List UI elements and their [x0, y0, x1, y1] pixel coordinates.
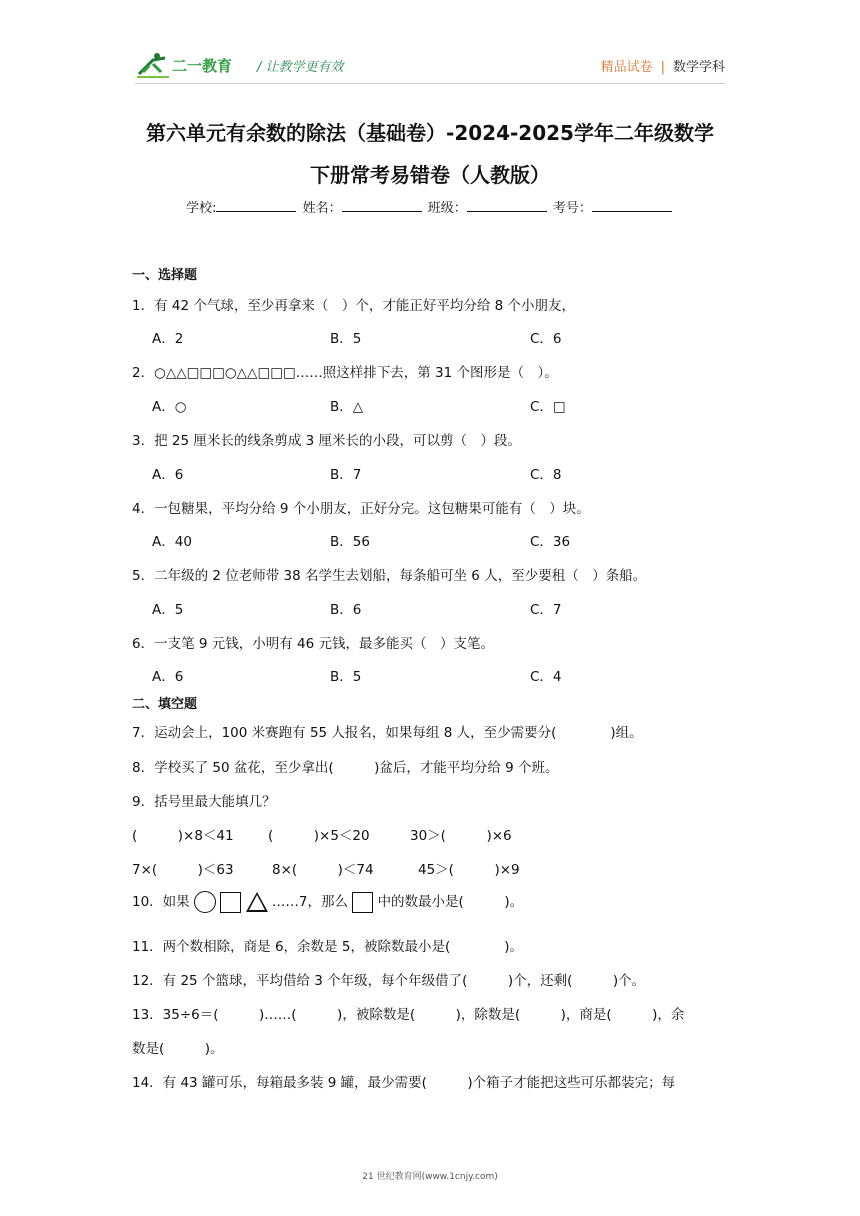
q5-option-c: C．7 [530, 602, 562, 618]
page-footer: 21 世纪教育网(www.1cnjy.com) [362, 1172, 498, 1182]
page-title-line2: 下册常考易错卷（人教版） [310, 163, 550, 187]
name-blank [342, 199, 422, 212]
student-info [0, 197, 860, 216]
header-divider [135, 83, 725, 84]
page-header [135, 50, 725, 80]
q3-option-c: C．8 [530, 467, 562, 483]
slogan: / 让教学更有效 [257, 60, 344, 75]
q6-option-b: B．5 [330, 669, 362, 685]
question-4: 4．一包糖果，平均分给 9 个小朋友，正好分完。这包糖果可能有（ ）块。 [132, 501, 590, 517]
name-label: 姓名： [302, 201, 342, 216]
school-label: 学校: [186, 201, 217, 216]
q10-prefix: 10．如果 [132, 894, 190, 910]
question-5: 5．二年级的 2 位老师带 38 名学生去划船，每条船可坐 6 人，至少要租（ ）条船。 [132, 568, 647, 584]
class-blank [467, 199, 547, 212]
q2-option-c: C．□ [530, 399, 566, 415]
question-14: 14．有 43 罐可乐，每箱最多装 9 罐，最少需要( )个箱子才能把这些可乐都装完；每 [132, 1075, 676, 1091]
q1-option-c: C．6 [530, 331, 562, 347]
page-title-line1: 第六单元有余数的除法（基础卷）-2024-2025学年二年级数学 [146, 121, 714, 145]
q4-option-b: B．56 [330, 534, 370, 550]
q4-option-c: C．36 [530, 534, 571, 550]
q10-middle: ……7，那么 [271, 894, 348, 910]
question-10 [132, 890, 732, 913]
q5-option-a: A．5 [152, 602, 184, 618]
square-shape-icon [220, 892, 241, 913]
circle-shape-icon [194, 891, 216, 913]
section-choice-heading: 一、选择题 [132, 268, 198, 283]
q3-option-a: A．6 [152, 467, 184, 483]
question-9: 9．括号里最大能填几？ [132, 794, 276, 810]
question-12: 12．有 25 个篮球，平均借给 3 个年级，每个年级借了( )个，还剩( )个。 [132, 973, 646, 989]
q2-option-b: B．△ [330, 399, 364, 415]
q9-r2-item3: 45＞( )×9 [418, 862, 520, 878]
tag-separator: | [660, 60, 665, 75]
q10-suffix: 中的数最小是( )。 [377, 894, 524, 910]
number-label: 考号： [552, 201, 592, 216]
q9-r2-item1: 7×( )＜63 [132, 862, 234, 878]
question-11: 11．两个数相除，商是 6，余数是 5，被除数最小是( )。 [132, 939, 523, 955]
q9-r1-item1: ( )×8＜41 [132, 828, 234, 844]
number-blank [592, 199, 672, 212]
triangle-shape-icon [246, 892, 268, 912]
question-7: 7．运动会上，100 米赛跑有 55 人报名，如果每组 8 人，至少需要分( )组。 [132, 725, 643, 741]
q4-option-a: A．40 [152, 534, 192, 550]
question-2: 2．○△△□□□○△△□□□……照这样排下去，第 31 个图形是（ ）。 [132, 365, 558, 381]
square-shape-icon-2 [352, 892, 373, 913]
question-8: 8．学校买了 50 盆花，至少拿出( )盆后，才能平均分给 9 个班。 [132, 760, 559, 776]
question-1: 1．有 42 个气球，至少再拿来（ ）个，才能正好平均分给 8 个小朋友， [132, 298, 576, 314]
tag-quality: 精品试卷 [600, 60, 653, 75]
question-13-line1: 13．35÷6＝( )……( )，被除数是( )，除数是( )，商是( )，余 [132, 1007, 685, 1023]
q5-option-b: B．6 [330, 602, 362, 618]
class-label: 班级： [427, 201, 467, 216]
q6-option-a: A．6 [152, 669, 184, 685]
header-tags [601, 56, 725, 75]
school-blank [216, 199, 296, 212]
section-fill-heading: 二、填空题 [132, 697, 198, 712]
q9-r1-item2: ( )×5＜20 [268, 828, 370, 844]
brand-name: 二一教育 [172, 58, 233, 75]
q2-option-a: A．○ [152, 399, 187, 415]
question-6: 6．一支笔 9 元钱，小明有 46 元钱，最多能买（ ）支笔。 [132, 636, 495, 652]
question-13-line2: 数是( )。 [132, 1041, 224, 1057]
q1-option-a: A．2 [152, 331, 184, 347]
q1-option-b: B．5 [330, 331, 362, 347]
q6-option-c: C．4 [530, 669, 562, 685]
question-3: 3．把 25 厘米长的线条剪成 3 厘米长的小段，可以剪（ ）段。 [132, 433, 522, 449]
q3-option-b: B．7 [330, 467, 362, 483]
tag-subject: 数学学科 [672, 60, 725, 75]
q9-r1-item3: 30＞( )×6 [410, 828, 512, 844]
q9-r2-item2: 8×( )＜74 [272, 862, 374, 878]
